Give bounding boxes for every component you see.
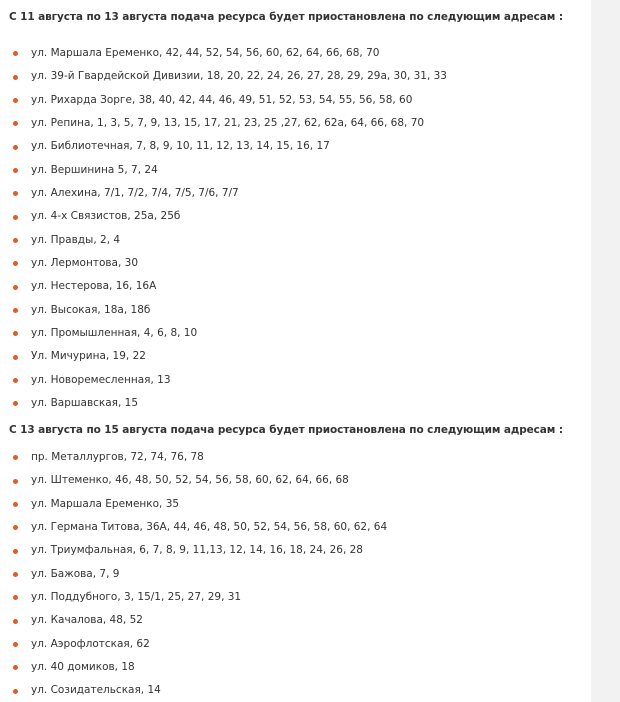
list-item: [9, 159, 587, 182]
bullet-icon: [13, 479, 18, 484]
list-item: [9, 135, 587, 158]
bullet-icon: [13, 98, 18, 103]
bullet-icon: [13, 642, 18, 647]
address-text: ул. 39-й Гвардейской Дивизии, 18, 20, 22, 24, 26, 27, 28, 29, 29а, 30, 31, 33: [31, 70, 447, 83]
address-text: ул. Качалова, 48, 52: [31, 614, 143, 627]
list-item: [9, 89, 587, 112]
list-item: [9, 539, 587, 562]
bullet-icon: [13, 401, 18, 406]
list-item: [9, 609, 587, 632]
address-text: пр. Металлургов, 72, 74, 76, 78: [31, 451, 204, 463]
address-text: ул. Созидательская, 14: [31, 684, 161, 697]
bullet-icon: [13, 689, 18, 694]
address-text: ул. Высокая, 18а, 18б: [31, 303, 151, 316]
list-item: [9, 275, 587, 298]
address-text: ул. Штеменко, 46, 48, 50, 52, 54, 56, 58, 60, 62, 64, 66, 68: [31, 474, 349, 487]
section-heading: С 11 августа по 13 августа подача ресурса будет приостановлена по следующим адресам :: [9, 11, 563, 23]
address-text: ул. Правды, 2, 4: [31, 233, 121, 246]
section-aug-13-15: [9, 423, 587, 702]
bullet-icon: [13, 572, 18, 577]
list-item: [9, 493, 587, 516]
address-list: [9, 446, 587, 702]
address-text: ул. Новоремесленная, 13: [31, 373, 171, 386]
bullet-icon: [13, 455, 18, 460]
list-item: [9, 656, 587, 679]
list-item: [9, 252, 587, 275]
list-item: [9, 563, 587, 586]
list-item: [9, 322, 587, 345]
bullet-icon: [13, 595, 18, 600]
list-item: [9, 633, 587, 656]
address-text: ул. Алехина, 7/1, 7/2, 7/4, 7/5, 7/6, 7/7: [31, 187, 239, 200]
list-item: [9, 65, 587, 88]
address-text: ул. Германа Титова, 36А, 44, 46, 48, 50, 52, 54, 56, 58, 60, 62, 64: [31, 521, 388, 534]
address-text: ул. Триумфальная, 6, 7, 8, 9, 11,13, 12, 14, 16, 18, 24, 26, 28: [31, 544, 363, 557]
bullet-icon: [13, 355, 18, 360]
address-text: ул. Библиотечная, 7, 8, 9, 10, 11, 12, 13, 14, 15, 16, 17: [31, 140, 330, 153]
address-text: ул. Репина, 1, 3, 5, 7, 9, 13, 15, 17, 21, 23, 25 ,27, 62, 62а, 64, 66, 68, 70: [31, 117, 425, 130]
address-text: ул. Поддубного, 3, 15/1, 25, 27, 29, 31: [31, 591, 242, 604]
address-text: Ул. Мичурина, 19, 22: [31, 350, 146, 363]
list-item: [9, 679, 587, 702]
section-heading: С 13 августа по 15 августа подача ресурса будет приостановлена по следующим адресам :: [9, 424, 563, 436]
list-item: [9, 205, 587, 228]
address-list: [9, 42, 587, 416]
list-item: [9, 299, 587, 322]
bullet-icon: [13, 261, 18, 266]
section-aug-11-13: [9, 10, 587, 416]
address-text: ул. 4-х Связистов, 25а, 25б: [31, 210, 181, 223]
bullet-icon: [13, 665, 18, 670]
list-item: [9, 392, 587, 415]
bullet-icon: [13, 191, 18, 196]
address-text: ул. Маршала Еременко, 42, 44, 52, 54, 56, 60, 62, 64, 66, 68, 70: [31, 47, 380, 59]
list-item: [9, 229, 587, 252]
address-text: ул. Аэрофлотская, 62: [31, 637, 150, 650]
bullet-icon: [13, 168, 18, 173]
list-item: [9, 369, 587, 392]
bullet-icon: [13, 502, 18, 507]
bullet-icon: [13, 619, 18, 624]
bullet-icon: [13, 51, 18, 56]
list-item: [9, 42, 587, 65]
address-text: ул. Промышленная, 4, 6, 8, 10: [31, 327, 198, 340]
bullet-icon: [13, 308, 18, 313]
bullet-icon: [13, 378, 18, 383]
bullet-icon: [13, 75, 18, 80]
list-item: [9, 182, 587, 205]
list-item: [9, 586, 587, 609]
bullet-icon: [13, 285, 18, 290]
list-item: [9, 112, 587, 135]
bullet-icon: [13, 145, 18, 150]
address-text: ул. Бажова, 7, 9: [31, 567, 120, 580]
address-text: ул. Маршала Еременко, 35: [31, 497, 180, 510]
bullet-icon: [13, 549, 18, 554]
address-text: ул. Рихарда Зорге, 38, 40, 42, 44, 46, 49, 51, 52, 53, 54, 55, 56, 58, 60: [31, 93, 413, 106]
list-item: [9, 345, 587, 368]
list-item: [9, 446, 587, 469]
address-text: ул. Лермонтова, 30: [31, 257, 139, 270]
address-text: ул. 40 домиков, 18: [31, 661, 135, 674]
list-item: [9, 516, 587, 539]
bullet-icon: [13, 238, 18, 243]
address-text: ул. Нестерова, 16, 16А: [31, 280, 157, 293]
address-text: ул. Варшавская, 15: [31, 397, 139, 410]
bullet-icon: [13, 525, 18, 530]
bullet-icon: [13, 121, 18, 126]
bullet-icon: [13, 331, 18, 336]
bullet-icon: [13, 215, 18, 220]
address-text: ул. Вершинина 5, 7, 24: [31, 163, 158, 176]
list-item: [9, 469, 587, 492]
